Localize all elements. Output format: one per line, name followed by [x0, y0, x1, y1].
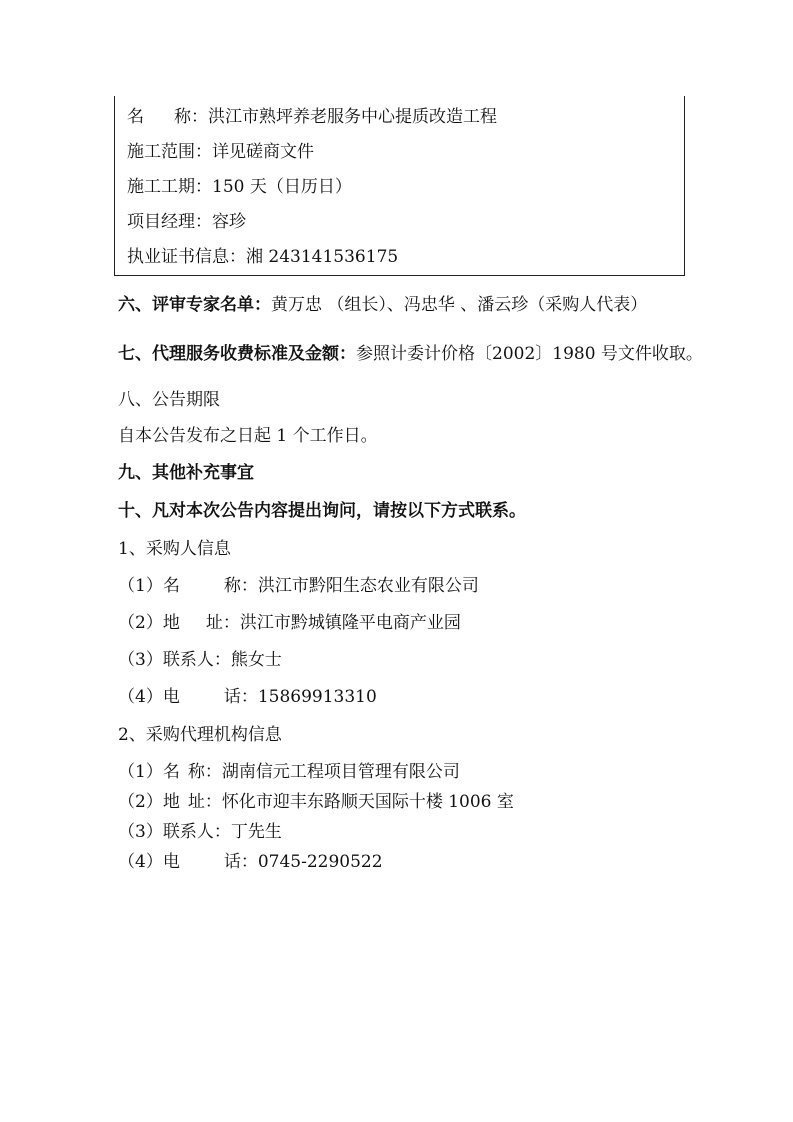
experts-line	[118, 294, 647, 316]
agency-name-value: 称：湖南信元工程项目管理有限公司	[187, 762, 460, 782]
fee-title: 七、代理服务收费标准及金额：	[118, 344, 356, 364]
buyer-address-value: 址：洪江市黔城镇隆平电商产业园	[205, 613, 461, 633]
agency-address-prefix: （2）地	[118, 792, 180, 812]
project-period: 施工工期：150 天（日历日）	[127, 177, 352, 197]
experts-title: 六、评审专家名单：	[118, 295, 271, 315]
buyer-phone-prefix: （4）电	[118, 687, 180, 707]
period-value: 自本公告发布之日起 1 个工作日。	[118, 426, 378, 446]
agency-name-prefix: （1）名	[118, 762, 180, 782]
project-certificate: 执业证书信息：湘 243141536175	[127, 247, 399, 267]
agency-heading: 2、采购代理机构信息	[118, 725, 282, 745]
fee-line	[118, 343, 703, 365]
buyer-name-value: 称：洪江市黔阳生态农业有限公司	[223, 576, 479, 596]
fee-value: 参照计委计价格〔2002〕1980 号文件收取。	[356, 344, 703, 364]
agency-contact: （3）联系人：丁先生	[118, 822, 282, 842]
buyer-address-prefix: （2）地	[118, 613, 180, 633]
project-info-box	[114, 96, 685, 276]
buyer-address-line	[118, 612, 461, 634]
project-manager: 项目经理：容珍	[127, 212, 246, 232]
project-name-line	[127, 106, 497, 128]
project-scope: 施工范围：详见磋商文件	[127, 142, 314, 162]
project-name-value: 洪江市熟坪养老服务中心提质改造工程	[208, 107, 497, 127]
agency-phone-value: 话：0745-2290522	[223, 852, 383, 872]
project-name-label-a: 名	[127, 107, 144, 127]
project-name-label-b: 称：	[174, 107, 208, 127]
contact-title: 十、凡对本次公告内容提出询问，请按以下方式联系。	[118, 501, 526, 521]
buyer-heading: 1、采购人信息	[118, 539, 231, 559]
buyer-phone-line	[118, 686, 377, 708]
buyer-contact: （3）联系人：熊女士	[118, 650, 282, 670]
buyer-phone-value: 话：15869913310	[223, 687, 377, 707]
agency-phone-line	[118, 851, 383, 873]
agency-phone-prefix: （4）电	[118, 852, 180, 872]
buyer-name-line	[118, 575, 479, 597]
agency-name-line	[118, 761, 460, 783]
buyer-name-prefix: （1）名	[118, 576, 180, 596]
agency-address-value: 址：怀化市迎丰东路顺天国际十楼 1006 室	[187, 792, 514, 812]
agency-address-line	[118, 791, 514, 813]
period-title: 八、公告期限	[118, 390, 220, 410]
experts-value: 黄万忠 （组长）、冯忠华 、潘云珍（采购人代表）	[271, 295, 648, 315]
other-title: 九、其他补充事宜	[118, 463, 254, 483]
